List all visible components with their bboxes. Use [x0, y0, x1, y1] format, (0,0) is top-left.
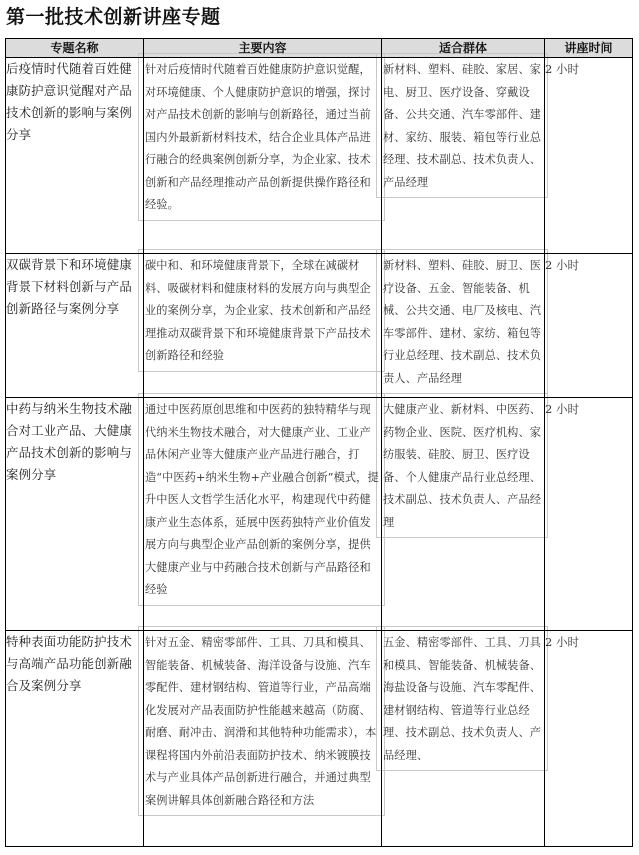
header-audience: 适合群体: [382, 39, 545, 58]
topic-cell: 中药与纳米生物技术融合对工业产品、大健康产品技术创新的影响与案例分享: [6, 398, 144, 631]
audience-text: 五金、精密零部件、工具、刀具和模具、智能装备、机械装备、海盐设备与设施、汽车零配件、建材钢结构、管道等行业总经理、技术副总、技术负责人、产品经理、: [376, 626, 548, 771]
table-row: [6, 58, 633, 254]
content-text: 针对后疫情时代随着百姓健康防护意识觉醒，对环境健康、个人健康防护意识的增强，探讨对产品技术创新的影响与创新路径，通过当前国内外最新新材料技术，结合企业具体产品进行融合的经典案例创新分享，为企业家、技术创新和产品经理推动产品创新提供操作路径和经验。: [138, 53, 385, 221]
time-cell: 2 小时: [545, 254, 633, 398]
topic-cell: 后疫情时代随着百姓健康防护意识觉醒对产品技术创新的影响与案例分享: [6, 58, 144, 254]
content-text: 针对五金、精密零部件、工具、刀具和模具、智能装备、机械装备、海洋设备与设施、汽车零配件、建材钢结构、管道等行业，产品高端化发展对产品表面防护性能越来越高（防腐、耐磨、耐冲击、润滑和其他特种功能需求），本课程将国内外前沿表面防护技术、纳米镀膜技术与产业具体产品创新进行融合，并通过典型案例讲解具体创新融合路径和方法: [138, 626, 385, 816]
audience-cell: [382, 58, 545, 254]
audience-cell: [382, 254, 545, 398]
content-text: 碳中和、和环境健康背景下，全球在减碳材料、吸碳材料和健康材料的发展方向与典型企业的案例分享，为企业家、技术创新和产品经理推动双碳背景下和环境健康背景下产品技术创新路径和经验: [138, 249, 385, 372]
topic-cell: 特种表面功能防护技术与高端产品功能创新融合及案例分享: [6, 631, 144, 847]
table-row: [6, 631, 633, 847]
header-topic: 专题名称: [6, 39, 144, 58]
content-cell: [144, 398, 382, 631]
time-cell: 2 小时: [545, 398, 633, 631]
audience-text: 新材料、塑料、硅胶、家居、家电、厨卫、医疗设备、穿戴设备、公共交通、汽车零部件、建材、家纺、服装、箱包等行业总经理、技术副总、技术负责人、产品经理: [376, 53, 548, 198]
page-title: 第一批技术创新讲座专题: [6, 6, 221, 28]
content-text: 通过中医药原创思维和中医药的独特精华与现代纳米生物技术融合，对大健康产业、工业产品休闲产业等大健康产业产品进行融合，打造“中医药+纳米生物+产业融合创新”模式，提升中医人文哲学生活化水平，构建现代中药健康产业生态体系，延展中医药独特产业价值发展方向与典型企业产品创新的案例分享，提供大健康产业与中药融合技术创新与产品路径和经验: [138, 393, 385, 606]
audience-text: 大健康产业、新材料、中医药、药物企业、医院、医疗机构、家纺服装、硅胶、厨卫、医疗设备、个人健康产品行业总经理、技术副总、技术负责人、产品经理: [376, 393, 548, 538]
table-row: [6, 254, 633, 398]
content-cell: [144, 254, 382, 398]
content-cell: [144, 631, 382, 847]
header-content: 主要内容: [144, 39, 382, 58]
audience-cell: [382, 398, 545, 631]
topic-cell: 双碳背景下和环境健康背景下材料创新与产品创新路径与案例分享: [6, 254, 144, 398]
content-cell: [144, 58, 382, 254]
time-cell: 2 小时: [545, 58, 633, 254]
audience-text: 新材料、塑料、硅胶、厨卫、医疗设备、五金、智能装备、机械、公共交通、电厂及核电、汽车零部件、建材、家纺、箱包等行业总经理、技术副总、技术负责人、产品经理: [376, 249, 548, 394]
time-cell: 2 小时: [545, 631, 633, 847]
lecture-table: [5, 38, 633, 847]
header-time: 讲座时间: [545, 39, 633, 58]
audience-cell: [382, 631, 545, 847]
table-row: [6, 398, 633, 631]
